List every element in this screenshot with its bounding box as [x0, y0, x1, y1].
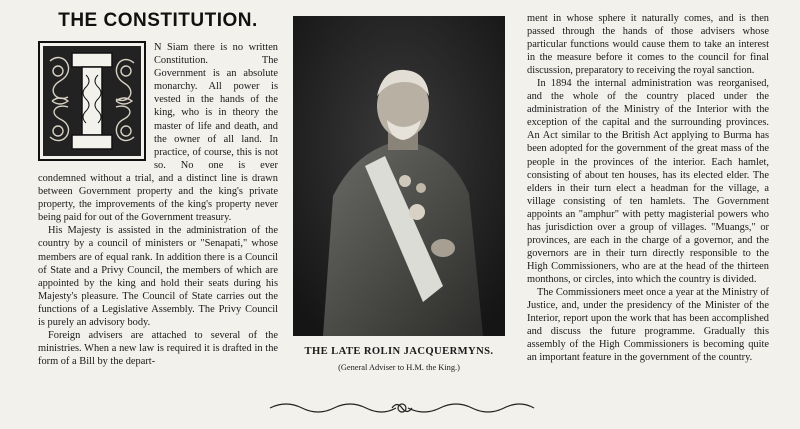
ornament-icon: [266, 398, 538, 418]
paragraph: N Siam there is no written Constitution. The Government is an absolute monarchy. All power is vested in the hands of the king, who is in theory the master of life and death, and the owner of all land. In practice, of course, this is not so. No one is ever condemned without a trial, and a distinct line is drawn between Government property and the king's private property, the improvements of the king's property never being paid for out of the Government treasury.: [38, 42, 278, 224]
paragraph: Foreign advisers are attached to several of the ministries. When a new law is required it is drafted in the form of a Bill by the depart-: [38, 330, 278, 368]
dropcap-illustration: [38, 41, 146, 161]
caption-title: THE LATE ROLIN JACQUERMYNS.: [304, 346, 494, 357]
right-column: [527, 12, 769, 364]
paragraph: In 1894 the internal administration was reorganised, and the whole of the country placed under the administration of the Ministry of the Interior with the exception of the capital and the surrounding provinces. An Act similar to the British Act applying to Burma has been adopted for the government of the great mass of the people in the provinces of the interior. Each hamlet, consisting of about ten houses, has its elected elder. The elders in their turn elect a headman for the village, a village consisting of ten hamlets. The Government appoints an "amphur" with petty magisterial powers who has jurisdiction over a group of villages. "Muangs," or provinces, are each in the charge of a governor, and the governors are in their turn directly responsible to the High Commissioners, who are at the head of the thirteen monthons, or circles, into which the country is divided.: [527, 78, 769, 285]
decorative-ornament: [266, 398, 538, 418]
photo-caption: [286, 346, 512, 372]
section-heading: THE CONSTITUTION.: [58, 10, 258, 31]
paragraph: His Majesty is assisted in the administration of the country by a council of ministers or "Senapati," whose members are of equal rank. In addition there is a Council of State and a Privy Council, the members of which are appointed by the king and hold their seats during his Majesty's pleasure. The Council of State carries out the functions of a Legislative Assembly. The Privy Council is purely an advisory body.: [38, 225, 278, 328]
paragraph: The Commissioners meet once a year at the Ministry of Justice, and, under the presidency of the Minister of the Interior, report upon the work that has been accomplished and discuss the future programme. Gradually this assembly of the High Commissioners is becoming quite an important feature in the government of the country.: [527, 286, 769, 364]
paragraph: ment in whose sphere it naturally comes, and is then passed through the hands of those advisers whose particular functions would cause them to take an interest in the measure before it comes to the council for final discussion, preparatory to receiving the royal sanction.: [527, 13, 769, 77]
portrait-photo: [293, 16, 505, 336]
caption-subtitle: (General Adviser to H.M. the King.): [338, 363, 460, 372]
portrait-illustration: [293, 16, 505, 336]
ornate-dropcap: [38, 41, 146, 161]
right-column-text: [527, 12, 769, 364]
left-column: [38, 10, 278, 368]
